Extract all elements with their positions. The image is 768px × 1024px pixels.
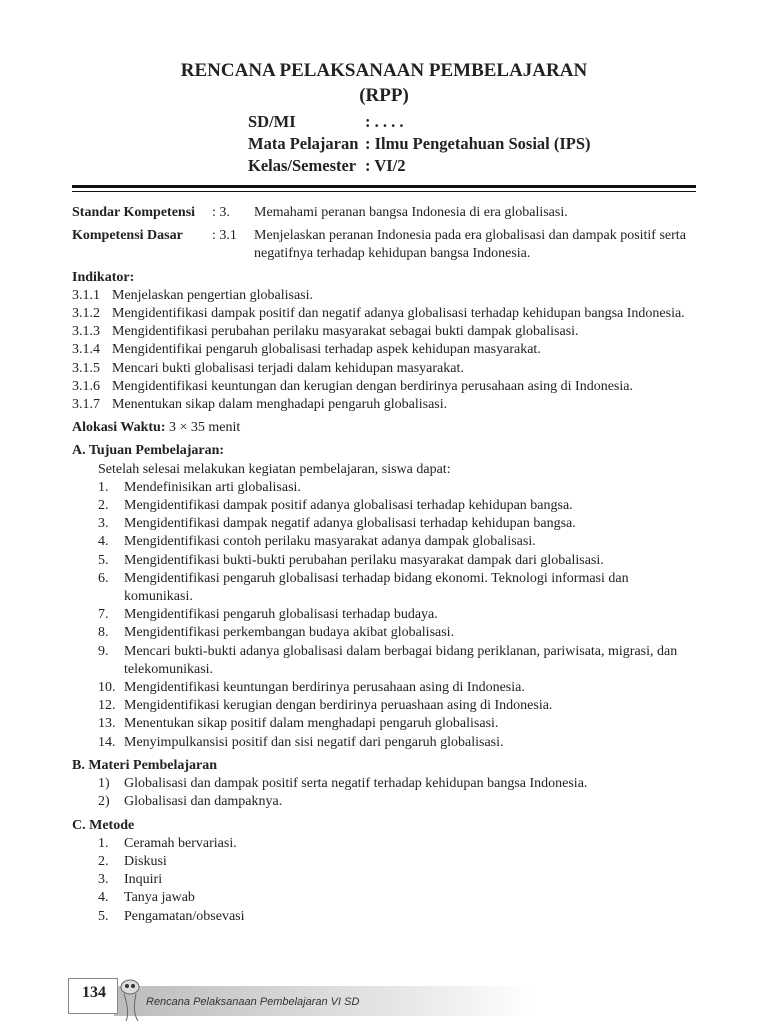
document-title: RENCANA PELAKSANAAN PEMBELAJARAN [180, 60, 588, 81]
list-item [72, 305, 700, 323]
header-key: Mata Pelajaran [248, 134, 359, 153]
list-item [98, 715, 700, 733]
list-item [98, 679, 700, 697]
tujuan-text: Mengidentifikasi bukti-bukti perubahan perilaku masyarakat dampak dari globalisasi. [124, 552, 604, 568]
metode-text: Diskusi [124, 853, 167, 869]
list-item [98, 643, 700, 679]
list-item [98, 533, 700, 551]
kd-number: : 3.1 [212, 228, 237, 244]
metode-text: Pengamatan/obsevasi [124, 908, 245, 924]
tujuan-number: 12. [98, 698, 116, 714]
indikator-text: Mencari bukti globalisasi terjadi dalam kehidupan masyarakat. [112, 360, 464, 376]
footer-text: Rencana Pelaksanaan Pembelajaran VI SD [146, 996, 360, 1008]
mascot-illustration-icon [116, 976, 144, 1022]
header-row [248, 112, 404, 132]
document-body [72, 204, 700, 926]
list-item [72, 323, 700, 341]
materi-text: Globalisasi dan dampak positif serta negatif terhadap kehidupan bangsa Indonesia. [124, 776, 588, 792]
list-item [72, 287, 700, 305]
page-number: 134 [82, 984, 106, 1001]
alokasi-waktu [72, 419, 700, 437]
list-item [98, 775, 700, 793]
header-rule-thin [72, 191, 696, 192]
header-key: Kelas/Semester [248, 156, 357, 175]
alokasi-label: Alokasi Waktu: [72, 420, 166, 436]
tujuan-number: 1. [98, 479, 109, 495]
tujuan-heading: A. Tujuan Pembelajaran: [72, 443, 225, 459]
indikator-text: Mengidentifikai pengaruh globalisasi terhadap aspek kehidupan masyarakat. [112, 342, 541, 358]
list-item [72, 360, 700, 378]
metode-text: Inquiri [124, 872, 163, 888]
tujuan-number: 3. [98, 516, 109, 532]
tujuan-number: 13. [98, 716, 116, 732]
list-item [98, 793, 700, 811]
header-value: : . . . . [365, 112, 404, 131]
standar-kompetensi [72, 204, 700, 222]
list-item [98, 624, 700, 642]
indikator-number: 3.1.5 [72, 360, 100, 376]
alokasi-value: 3 × 35 menit [169, 420, 241, 436]
indikator-heading: Indikator: [72, 269, 135, 285]
list-item [98, 908, 700, 926]
tujuan-text: Mengidentifikasi dampak positif adanya globalisasi terhadap kehidupan bangsa. [124, 498, 573, 514]
list-item [98, 570, 700, 606]
indikator-text: Menentukan sikap dalam menghadapi pengaruh globalisasi. [112, 397, 448, 413]
kd-text: Menjelaskan peranan Indonesia pada era globalisasi dan dampak positif serta negatifnya terhadap kehidupan bangsa Indonesia. [254, 228, 686, 262]
tujuan-number: 8. [98, 625, 109, 641]
tujuan-number: 9. [98, 643, 109, 659]
tujuan-text: Mendefinisikan arti globalisasi. [124, 479, 301, 495]
list-item [98, 889, 700, 907]
list-item [98, 871, 700, 889]
sk-label: Standar Kompetensi [72, 205, 196, 220]
metode-text: Ceramah bervariasi. [124, 835, 237, 851]
metode-number: 2. [98, 853, 109, 869]
tujuan-text: Mengidentifikasi kerugian dengan berdirinya peruashaan asing di Indonesia. [124, 698, 553, 714]
tujuan-text: Mengidentifikasi pengaruh globalisasi terhadap bidang ekonomi. Teknologi informasi dan komunikasi. [124, 570, 629, 605]
list-item [98, 479, 700, 497]
list-item [98, 697, 700, 715]
tujuan-text: Mengidentifikasi dampak negatif adanya globalisasi terhadap kehidupan bangsa. [124, 516, 576, 532]
page-footer [64, 972, 704, 1024]
kompetensi-dasar [72, 227, 700, 263]
list-item [98, 853, 700, 871]
tujuan-number: 6. [98, 570, 109, 586]
metode-heading: C. Metode [72, 817, 135, 833]
tujuan-text: Menentukan sikap positif dalam menghadapi pengaruh globalisasi. [124, 716, 499, 732]
indikator-number: 3.1.4 [72, 342, 100, 358]
metode-number: 4. [98, 890, 109, 906]
list-item [98, 606, 700, 624]
tujuan-intro: Setelah selesai melakukan kegiatan pembelajaran, siswa dapat: [98, 461, 451, 477]
list-item [72, 378, 700, 396]
materi-number: 1) [98, 776, 110, 792]
tujuan-number: 14. [98, 734, 116, 750]
list-item [72, 341, 700, 359]
document-subtitle: (RPP) [359, 85, 409, 106]
tujuan-number: 2. [98, 498, 109, 514]
tujuan-text: Menyimpulkansisi positif dan sisi negatif dari pengaruh globalisasi. [124, 734, 504, 750]
metode-number: 3. [98, 872, 109, 888]
tujuan-text: Mencari bukti-bukti adanya globalisasi dalam berbagai bidang periklanan, pariwisata, migrasi, dan telekomunikasi. [124, 643, 678, 677]
header-value: : VI/2 [365, 156, 406, 175]
indikator-text: Mengidentifikasi keuntungan dan kerugian dengan berdirinya perusahaan asing di Indonesia. [112, 378, 633, 394]
indikator-number: 3.1.6 [72, 378, 100, 394]
materi-list [72, 775, 700, 811]
indikator-number: 3.1.1 [72, 287, 100, 303]
indikator-number: 3.1.3 [72, 324, 100, 340]
kd-label: Kompetensi Dasar [72, 228, 183, 244]
tujuan-number: 7. [98, 607, 109, 623]
header-row [248, 156, 406, 176]
tujuan-number: 10. [98, 680, 116, 696]
indikator-text: Mengidentifikasi perubahan perilaku masyarakat sebagai bukti dampak globalisasi. [112, 324, 579, 340]
indikator-text: Menjelaskan pengertian globalisasi. [112, 287, 313, 303]
materi-text: Globalisasi dan dampaknya. [124, 794, 283, 810]
header-rule-thick [72, 185, 696, 188]
indikator-list [72, 287, 700, 414]
list-item [72, 396, 700, 414]
header-key: SD/MI [248, 112, 296, 131]
tujuan-text: Mengidentifikasi pengaruh globalisasi terhadap budaya. [124, 607, 438, 623]
list-item [98, 515, 700, 533]
tujuan-number: 4. [98, 534, 109, 550]
metode-number: 1. [98, 835, 109, 851]
list-item [98, 835, 700, 853]
tujuan-list [72, 479, 700, 752]
metode-text: Tanya jawab [124, 890, 195, 906]
metode-list [72, 835, 700, 926]
sk-text: Memahami peranan bangsa Indonesia di era globalisasi. [254, 205, 568, 220]
header-row [248, 134, 591, 154]
tujuan-text: Mengidentifikasi perkembangan budaya akibat globalisasi. [124, 625, 455, 641]
indikator-number: 3.1.7 [72, 397, 100, 413]
materi-number: 2) [98, 794, 110, 810]
materi-heading: B. Materi Pembelajaran [72, 757, 218, 773]
list-item [98, 734, 700, 752]
list-item [98, 497, 700, 515]
tujuan-text: Mengidentifikasi keuntungan berdirinya perusahaan asing di Indonesia. [124, 680, 525, 696]
tujuan-number: 5. [98, 552, 109, 568]
metode-number: 5. [98, 908, 109, 924]
sk-number: : 3. [212, 205, 230, 220]
indikator-text: Mengidentifikasi dampak positif dan negatif adanya globalisasi terhadap kehidupan bangsa Indonesia. [112, 306, 685, 322]
indikator-number: 3.1.2 [72, 306, 100, 322]
tujuan-text: Mengidentifikasi contoh perilaku masyarakat adanya dampak globalisasi. [124, 534, 536, 550]
list-item [98, 552, 700, 570]
header-value: : Ilmu Pengetahuan Sosial (IPS) [365, 134, 591, 153]
